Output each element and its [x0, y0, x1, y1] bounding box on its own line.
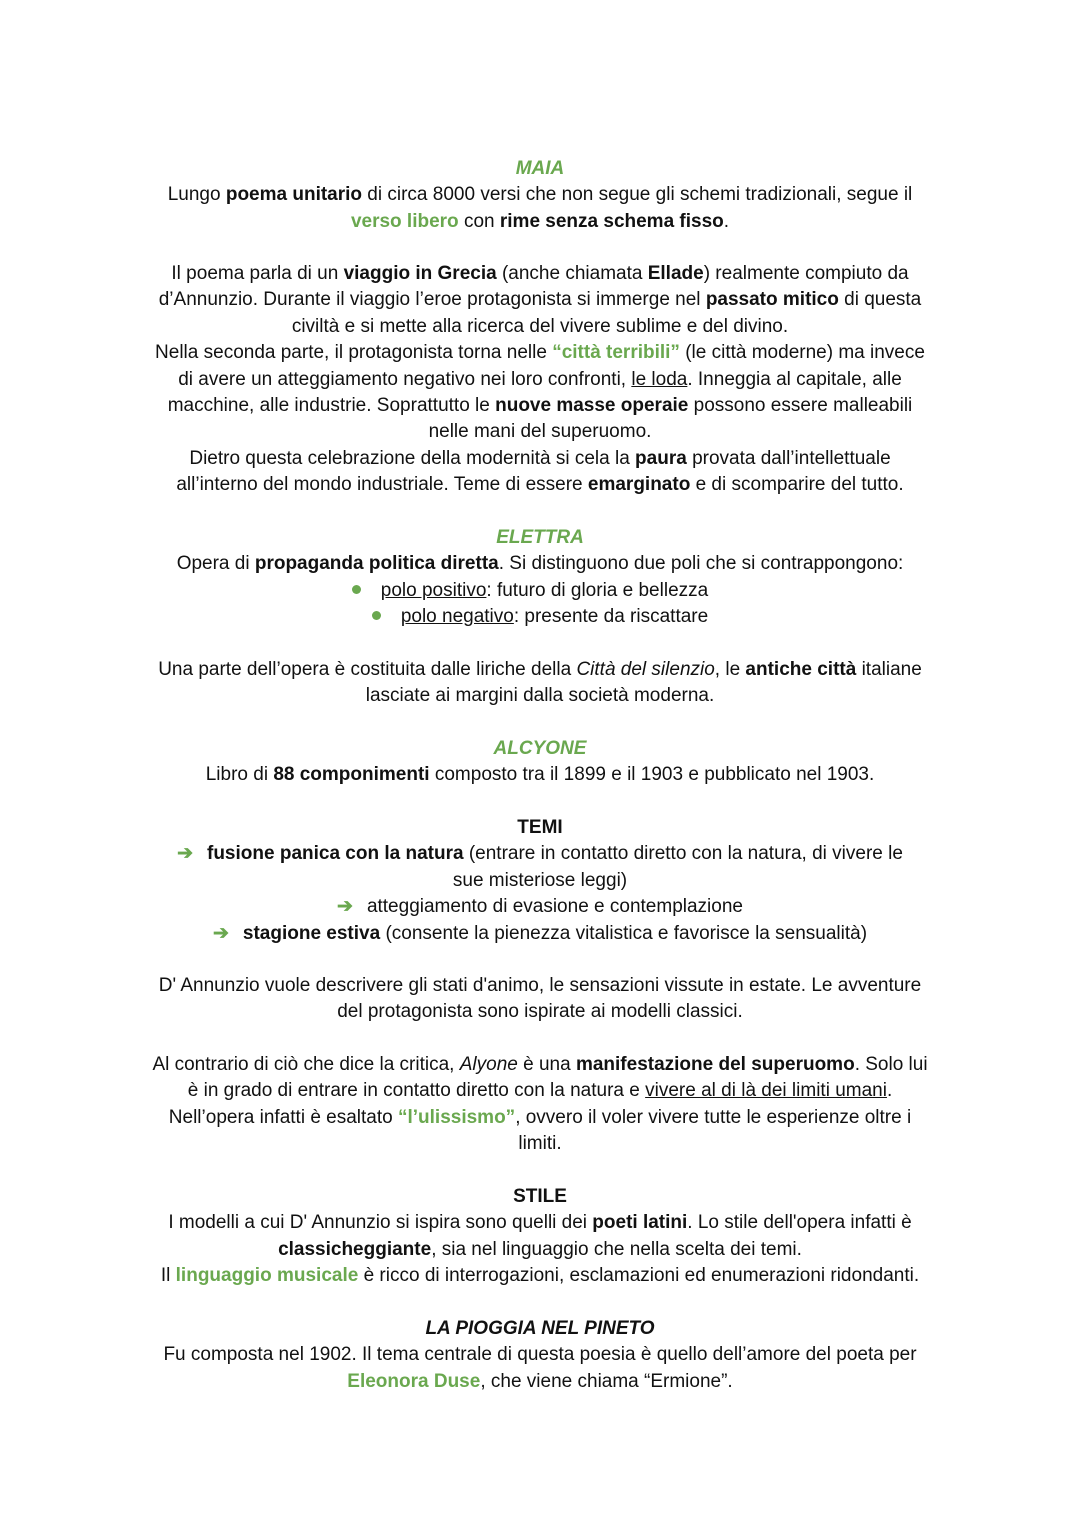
section-title-stile: STILE [513, 1186, 567, 1207]
arrow-right-icon: ➔ [177, 843, 193, 865]
section-maia [120, 156, 960, 235]
arrow-right-icon: ➔ [212, 922, 229, 944]
paragraph: Lungo poema unitario di circa 8000 versi che non segue gli schemi tradizionali, segue il verso libero con rime senza schema fisso. [167, 184, 913, 232]
list-item: polo negativo: presente da riscattare [120, 604, 960, 630]
section-superuomo [120, 1052, 960, 1158]
list-item: ➔ fusione panica con la natura (entrare in contatto diretto con la natura, di vivere le sue misteriose leggi) [177, 843, 903, 891]
section-alcyone [120, 736, 960, 789]
bullet-icon [352, 585, 361, 594]
section-maia-body [120, 261, 960, 499]
bullet-icon [372, 611, 381, 620]
paragraph: Al contrario di ciò che dice la critica, Alyone è una manifestazione del superuomo. Solo lui è in grado di entrare in contatto diretto con la natura e vivere al di là dei limiti umani. Nell’opera infatti è esaltato “l’ulissismo”, ovvero il voler vivere tutte le esperienze oltre i limiti. [152, 1054, 928, 1155]
paragraph: Una parte dell’opera è costituita dalle liriche della Città del silenzio, le antiche città italiane lasciate ai margini dalla società moderna. [158, 659, 922, 707]
section-title-elettra: ELETTRA [496, 527, 584, 548]
section-title-alcyone: ALCYONE [493, 738, 587, 759]
section-elettra [120, 525, 960, 631]
paragraph: Il poema parla di un viaggio in Grecia (anche chiamata Ellade) realmente compiuto da d’Annunzio. Durante il viaggio l’eroe protagonista si immerge nel passato mitico di questa civiltà e si mette alla ricerca del vivere sublime e del divino. Nella seconda parte, il protagonista torna nelle “città terribili” (le città moderne) ma invece di avere un atteggiamento negativo nei loro confronti, le loda. Inneggia al capitale, alle macchine, alle industrie. Soprattutto le nuove masse operaie possono essere malleabili nelle mani del superuomo. Dietro questa celebrazione della modernità si cela la paura provata dall’intellettuale all’interno del mondo industriale. Teme di essere emarginato e di scomparire del tutto. [155, 263, 925, 496]
paragraph: Libro di 88 componimenti composto tra il 1899 e il 1903 e pubblicato nel 1903. [205, 764, 875, 786]
section-elettra-body [120, 657, 960, 710]
section-title-pioggia: LA PIOGGIA NEL PINETO [425, 1318, 655, 1339]
section-temi [120, 815, 960, 947]
section-title-temi: TEMI [517, 817, 563, 838]
section-stile [120, 1184, 960, 1290]
paragraph: Opera di propaganda politica diretta. Si distinguono due poli che si contrappongono: [176, 553, 904, 575]
list-item: ➔ stagione estiva (consente la pienezza vitalistica e favorisce la sensualità) [212, 922, 868, 944]
paragraph: D' Annunzio vuole descrivere gli stati d'animo, le sensazioni vissute in estate. Le avventure del protagonista sono ispirate ai modelli classici. [158, 975, 922, 1023]
section-pioggia [120, 1316, 960, 1395]
list-item: polo positivo: futuro di gloria e bellezza [120, 578, 960, 604]
list-item: ➔ atteggiamento di evasione e contemplazione [337, 896, 743, 918]
section-title-maia: MAIA [515, 158, 565, 179]
paragraph: I modelli a cui D' Annunzio si ispira sono quelli dei poeti latini. Lo stile dell'opera infatti è classicheggiante, sia nel linguaggio che nella scelta dei temi. Il linguaggio musicale è ricco di interrogazioni, esclamazioni ed enumerazioni ridondanti. [160, 1212, 920, 1287]
paragraph: Fu composta nel 1902. Il tema centrale di questa poesia è quello dell’amore del poeta per Eleonora Duse, che viene chiama “Ermione”. [163, 1344, 917, 1392]
section-temi-body [120, 973, 960, 1026]
arrow-right-icon: ➔ [337, 896, 353, 918]
